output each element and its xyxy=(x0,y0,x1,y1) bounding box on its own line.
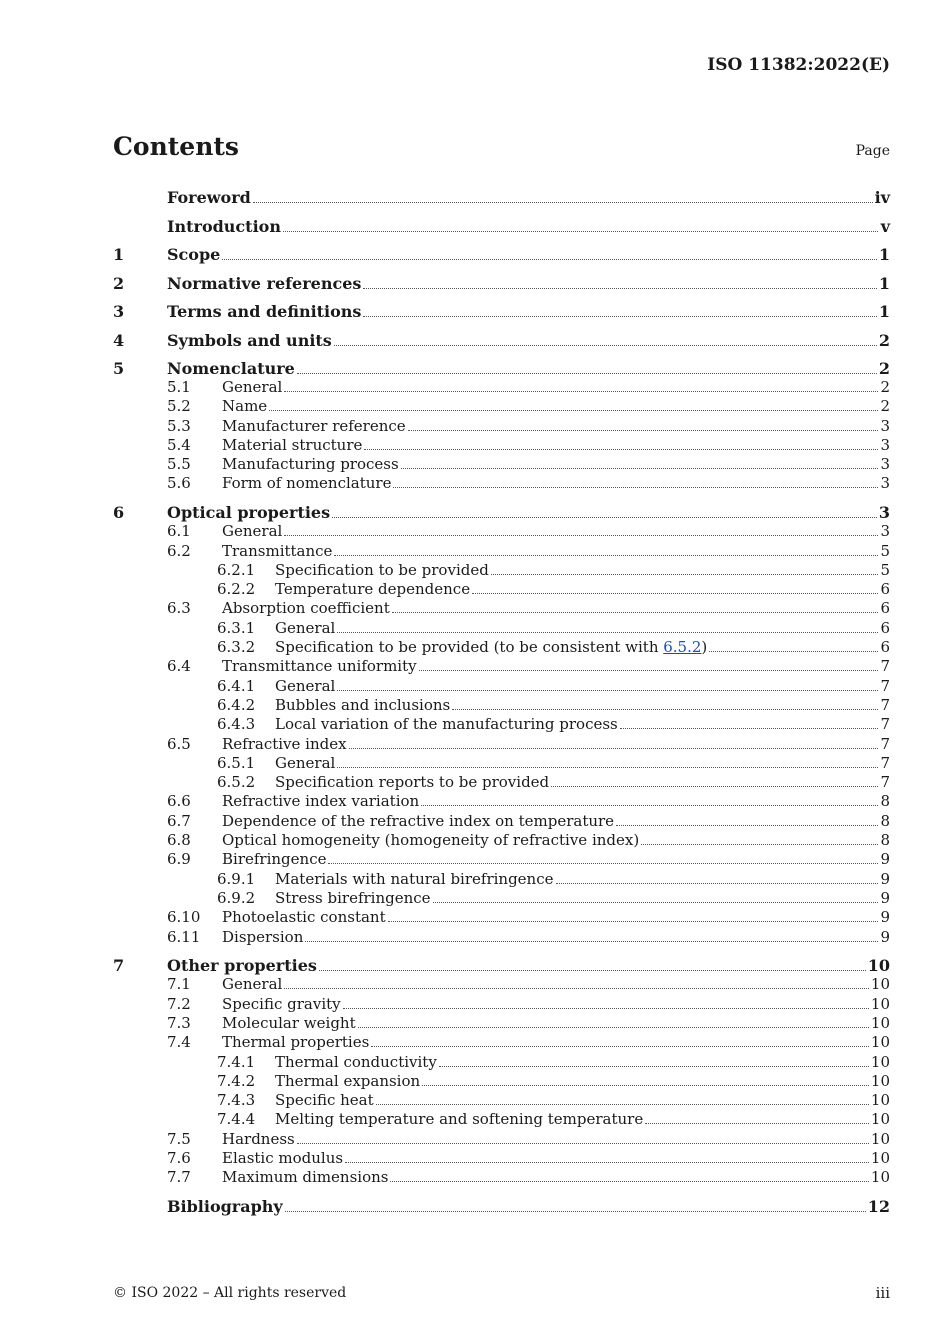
toc-entry[interactable] xyxy=(113,1053,890,1072)
toc-entry-title xyxy=(222,522,282,540)
toc-entry-title-text: Maximum dimensions xyxy=(222,1168,389,1187)
toc-entry-number: 6.9.1 xyxy=(217,869,256,888)
toc-entry-page: 8 xyxy=(880,792,890,811)
toc-entry-title xyxy=(275,889,431,907)
toc-entry[interactable] xyxy=(113,1091,890,1110)
toc-entry-title xyxy=(275,773,549,791)
toc-entry-title-text: Thermal expansion xyxy=(275,1071,421,1090)
toc-entry-page: 10 xyxy=(870,1168,890,1187)
toc-entry-title xyxy=(222,397,267,415)
toc-entry[interactable] xyxy=(113,599,890,618)
toc-entry-number: 6.6 xyxy=(167,792,191,811)
toc-entry[interactable] xyxy=(113,619,890,638)
toc-entry[interactable] xyxy=(113,1110,890,1129)
toc-entry-title-text: Refractive index variation xyxy=(222,792,420,811)
toc-entry-number: 6.3 xyxy=(167,599,191,618)
dot-leader xyxy=(363,316,876,317)
dot-leader xyxy=(297,373,877,374)
toc-entry-number: 7.6 xyxy=(167,1148,191,1167)
toc-entry[interactable] xyxy=(113,561,890,580)
toc-entry-number: 6.3.1 xyxy=(217,618,256,637)
toc-entry-title-text: Local variation of the manufacturing process xyxy=(275,715,618,734)
toc-entry[interactable] xyxy=(113,754,890,773)
toc-entry-title-text: Absorption coefficient xyxy=(222,599,390,618)
toc-entry-page: 7 xyxy=(880,676,890,695)
toc-entry-title-text: General xyxy=(275,753,336,772)
toc-entry-title xyxy=(222,792,419,810)
toc-entry-page: 6 xyxy=(880,638,890,657)
toc-entry[interactable] xyxy=(113,1033,890,1052)
dot-leader xyxy=(305,941,878,942)
toc-entry-number: 7.4.1 xyxy=(217,1052,256,1071)
toc-entry-page: 7 xyxy=(880,695,890,714)
toc-entry-title xyxy=(222,436,362,454)
toc-entry-page: 8 xyxy=(880,811,890,830)
toc-entry[interactable] xyxy=(113,995,890,1014)
toc-entry-page: 9 xyxy=(880,850,890,869)
toc-entry[interactable] xyxy=(113,870,890,889)
toc-entry[interactable] xyxy=(113,1072,890,1091)
toc-entry-title xyxy=(222,1168,388,1186)
dot-leader xyxy=(253,202,873,203)
toc-entry-number: 6.9.2 xyxy=(217,888,256,907)
toc-entry[interactable] xyxy=(113,417,890,436)
dot-leader xyxy=(433,902,878,903)
toc-entry-page: 2 xyxy=(878,330,890,350)
toc-entry-title-text: Refractive index xyxy=(222,734,347,753)
toc-entry-number: 7.1 xyxy=(167,975,191,994)
toc-entry-title xyxy=(167,359,295,378)
copyright-notice: © ISO 2022 – All rights reserved xyxy=(113,1285,347,1301)
dot-leader xyxy=(392,612,878,613)
dot-leader xyxy=(390,1181,868,1182)
cross-reference-link[interactable]: 6.5.2 xyxy=(663,638,702,657)
toc-entry-number: 6.4.1 xyxy=(217,676,256,695)
toc-entry-page: 2 xyxy=(878,359,890,378)
dot-leader xyxy=(551,786,878,787)
toc-entry-number: 6.2.2 xyxy=(217,580,256,599)
toc-entry-title-text: Molecular weight xyxy=(222,1013,356,1032)
toc-entry[interactable] xyxy=(113,350,890,379)
dot-leader xyxy=(337,767,878,768)
toc-entry-title xyxy=(167,274,361,293)
toc-entry[interactable] xyxy=(113,812,890,831)
dot-leader xyxy=(376,1104,869,1105)
toc-entry-page: 10 xyxy=(870,1033,890,1052)
toc-entry-title xyxy=(222,812,614,830)
toc-entry-number: 6 xyxy=(113,503,125,523)
toc-entry-title xyxy=(222,474,391,492)
toc-entry-title-text: General xyxy=(275,676,336,695)
toc-entry-number: 5.3 xyxy=(167,416,191,435)
toc-entry[interactable] xyxy=(113,378,890,397)
toc-entry-title-text: Optical properties xyxy=(167,503,331,523)
toc-entry-title-text: Materials with natural birefringence xyxy=(275,869,554,888)
toc-entry-title-text: Introduction xyxy=(167,216,281,236)
toc-entry-number: 5.6 xyxy=(167,474,191,493)
dot-leader xyxy=(452,709,878,710)
toc-entry-title-text: General xyxy=(222,378,283,396)
toc-entry-title-text: Nomenclature xyxy=(167,359,295,378)
toc-entry-title-suffix: ) xyxy=(701,638,708,657)
toc-entry-title xyxy=(222,1033,369,1051)
toc-entry-title xyxy=(275,1072,420,1090)
toc-entry-title xyxy=(167,188,251,207)
toc-entry-title-text: Photoelastic constant xyxy=(222,908,386,927)
table-of-contents xyxy=(113,185,890,1216)
toc-entry-title xyxy=(167,956,317,975)
dot-leader xyxy=(439,1066,869,1067)
toc-entry-number: 5.2 xyxy=(167,397,191,416)
dot-leader xyxy=(332,517,877,518)
toc-entry[interactable] xyxy=(113,1168,890,1187)
toc-entry-title xyxy=(222,831,639,849)
dot-leader xyxy=(334,555,878,556)
toc-entry-title-text: Manufacturing process xyxy=(222,455,399,474)
toc-entry-title-text: Manufacturer reference xyxy=(222,416,406,435)
toc-entry-title-text: Foreword xyxy=(167,188,251,207)
toc-entry-page: 10 xyxy=(870,975,890,994)
toc-entry-title-text: Name xyxy=(222,397,268,416)
dot-leader xyxy=(334,345,877,346)
dot-leader xyxy=(284,391,878,392)
dot-leader xyxy=(297,1143,869,1144)
dot-leader xyxy=(408,430,878,431)
dot-leader xyxy=(345,1162,869,1163)
toc-entry-title xyxy=(275,1110,643,1128)
toc-entry[interactable] xyxy=(113,1014,890,1033)
dot-leader xyxy=(616,825,878,826)
toc-entry-number: 6.2.1 xyxy=(217,560,256,579)
toc-entry-title xyxy=(222,850,326,868)
toc-entry-page: 7 xyxy=(880,657,890,676)
toc-entry[interactable] xyxy=(113,264,890,293)
toc-entry-number: 7.4.4 xyxy=(217,1110,256,1129)
toc-entry[interactable] xyxy=(113,293,890,322)
dot-leader xyxy=(556,883,879,884)
toc-entry[interactable] xyxy=(113,1130,890,1149)
dot-leader xyxy=(284,988,869,989)
toc-entry[interactable] xyxy=(113,397,890,416)
toc-entry-title xyxy=(222,1149,343,1167)
toc-entry-page: 3 xyxy=(880,455,890,474)
toc-entry-title xyxy=(275,638,707,656)
page-title: Contents xyxy=(113,132,240,161)
toc-entry-title-text: Normative references xyxy=(167,273,362,293)
toc-entry-page: 3 xyxy=(880,416,890,435)
toc-entry[interactable] xyxy=(113,236,890,265)
toc-entry-number: 6.5 xyxy=(167,734,191,753)
dot-leader xyxy=(283,231,878,232)
toc-entry-title-text: Optical homogeneity (homogeneity of refractive index) xyxy=(222,831,640,850)
toc-entry[interactable] xyxy=(113,522,890,541)
dot-leader xyxy=(284,535,878,536)
toc-entry-number: 6.9 xyxy=(167,850,191,869)
toc-entry-title xyxy=(167,217,281,236)
toc-entry-title-text: Birefringence xyxy=(222,850,327,869)
toc-entry-page: 10 xyxy=(870,1052,890,1071)
toc-entry-title-text: Material structure xyxy=(222,435,363,454)
toc-entry-page: 9 xyxy=(880,908,890,927)
toc-entry[interactable] xyxy=(113,542,890,561)
dot-leader xyxy=(709,651,878,652)
toc-entry-title-text: Other properties xyxy=(167,956,317,976)
dot-leader xyxy=(364,449,878,450)
toc-entry[interactable] xyxy=(113,831,890,850)
dot-leader xyxy=(422,1085,869,1086)
toc-entry-number: 6.1 xyxy=(167,522,191,541)
toc-entry-number: 5.5 xyxy=(167,455,191,474)
toc-entry-number: 7.3 xyxy=(167,1013,191,1032)
toc-entry-number: 6.8 xyxy=(167,831,191,850)
toc-entry-number: 6.10 xyxy=(167,908,201,927)
toc-entry-page: 6 xyxy=(880,618,890,637)
toc-entry-page: 3 xyxy=(880,474,890,493)
toc-entry-page: 10 xyxy=(870,1129,890,1148)
dot-leader xyxy=(641,844,878,845)
toc-entry[interactable] xyxy=(113,657,890,676)
toc-entry-title-text: General xyxy=(222,522,283,541)
toc-entry-page: 9 xyxy=(880,888,890,907)
toc-entry[interactable] xyxy=(113,185,890,207)
toc-entry-title xyxy=(275,561,489,579)
toc-entry-title xyxy=(222,908,386,926)
toc-entry-title-text: Thermal conductivity xyxy=(275,1052,437,1071)
toc-entry-page: 6 xyxy=(880,599,890,618)
toc-entry[interactable] xyxy=(113,715,890,734)
toc-entry-page: 3 xyxy=(880,522,890,541)
toc-entry[interactable] xyxy=(113,677,890,696)
toc-entry[interactable] xyxy=(113,1188,890,1217)
toc-entry-title-text: Symbols and units xyxy=(167,330,332,350)
dot-leader xyxy=(285,1211,866,1212)
toc-entry[interactable] xyxy=(113,580,890,599)
dot-leader xyxy=(371,1046,869,1047)
toc-entry-page: 1 xyxy=(878,273,890,293)
toc-entry-page: 12 xyxy=(867,1197,890,1217)
toc-entry-page: 8 xyxy=(880,831,890,850)
toc-entry-title-text: Hardness xyxy=(222,1129,295,1148)
toc-entry[interactable] xyxy=(113,735,890,754)
toc-entry-title xyxy=(222,378,282,396)
toc-entry-title xyxy=(167,302,361,321)
toc-entry-page: 7 xyxy=(880,773,890,792)
toc-entry[interactable] xyxy=(113,474,890,493)
toc-entry-title xyxy=(275,677,335,695)
toc-entry-title-text: Melting temperature and softening temperature xyxy=(275,1110,644,1129)
toc-entry-title xyxy=(275,696,450,714)
toc-entry-page: 5 xyxy=(880,541,890,560)
toc-entry-title xyxy=(222,735,347,753)
toc-entry-page: 10 xyxy=(870,994,890,1013)
dot-leader xyxy=(328,863,878,864)
toc-entry-title-text: Thermal properties xyxy=(222,1033,370,1052)
toc-entry-title-text: Dispersion xyxy=(222,927,304,946)
toc-entry-number: 7.2 xyxy=(167,994,191,1013)
toc-entry-title xyxy=(167,245,220,264)
page-number: iii xyxy=(875,1284,890,1302)
toc-entry-page: 3 xyxy=(880,435,890,454)
dot-leader xyxy=(419,670,878,671)
toc-entry-title-text: Terms and definitions xyxy=(167,302,362,321)
toc-entry-title-text: Bubbles and inclusions xyxy=(275,695,451,714)
dot-leader xyxy=(472,593,878,594)
toc-entry-title xyxy=(167,1197,283,1216)
dot-leader xyxy=(337,690,878,691)
toc-entry-title xyxy=(222,455,399,473)
toc-entry[interactable] xyxy=(113,638,890,657)
toc-entry-number: 6.7 xyxy=(167,811,191,830)
toc-entry-title xyxy=(222,928,303,946)
toc-entry-number: 7.4 xyxy=(167,1033,191,1052)
toc-entry-title xyxy=(222,1014,356,1032)
toc-entry-title xyxy=(222,599,390,617)
toc-entry-page: 5 xyxy=(880,560,890,579)
toc-entry-page: 10 xyxy=(870,1013,890,1032)
toc-entry-number: 6.5.1 xyxy=(217,753,256,772)
toc-entry-number: 6.4.2 xyxy=(217,695,256,714)
toc-entry[interactable] xyxy=(113,908,890,927)
toc-entry-page: 10 xyxy=(870,1110,890,1129)
toc-entry[interactable] xyxy=(113,455,890,474)
toc-entry-title xyxy=(275,619,335,637)
toc-entry-title-text: Stress birefringence xyxy=(275,888,431,907)
dot-leader xyxy=(358,1027,869,1028)
toc-entry-title-text: Elastic modulus xyxy=(222,1148,344,1167)
toc-entry-number: 7.4.3 xyxy=(217,1091,256,1110)
toc-entry-title xyxy=(275,754,335,772)
toc-entry[interactable] xyxy=(113,494,890,523)
toc-entry-title xyxy=(275,1053,437,1071)
toc-entry[interactable] xyxy=(113,928,890,947)
toc-entry-page: 3 xyxy=(878,503,890,523)
toc-entry-title-text: Specification reports to be provided xyxy=(275,773,550,792)
toc-entry-page: 9 xyxy=(880,869,890,888)
dot-leader xyxy=(349,748,878,749)
toc-entry-page: 1 xyxy=(878,245,890,264)
toc-entry-number: 4 xyxy=(113,330,125,350)
toc-entry-number: 5 xyxy=(113,359,125,378)
toc-entry-title xyxy=(222,975,282,993)
toc-entry-title-text: Specification to be provided (to be consistent with xyxy=(275,638,664,657)
toc-entry-title-text: Specification to be provided xyxy=(275,560,489,579)
toc-entry-page: 10 xyxy=(870,1091,890,1110)
dot-leader xyxy=(421,805,878,806)
toc-entry-title-text: Transmittance xyxy=(222,541,333,560)
toc-entry-title xyxy=(222,657,417,675)
dot-leader xyxy=(645,1123,869,1124)
toc-entry-number: 6.2 xyxy=(167,541,191,560)
toc-entry-title xyxy=(275,715,618,733)
toc-entry[interactable] xyxy=(113,696,890,715)
toc-entry[interactable] xyxy=(113,889,890,908)
toc-entry[interactable] xyxy=(113,947,890,976)
toc-entry-title-text: Scope xyxy=(167,245,221,264)
toc-entry-title xyxy=(222,995,341,1013)
toc-entry-number: 2 xyxy=(113,273,125,293)
toc-entry-title-text: General xyxy=(275,618,336,637)
toc-entry[interactable] xyxy=(113,792,890,811)
toc-entry-title-text: Temperature dependence xyxy=(275,580,471,599)
toc-entry-title xyxy=(275,1091,374,1109)
toc-entry-page: 2 xyxy=(880,397,890,416)
toc-entry-number: 5.4 xyxy=(167,435,191,454)
toc-entry-number: 1 xyxy=(113,245,125,264)
toc-entry-page: 10 xyxy=(867,956,890,976)
dot-leader xyxy=(363,288,876,289)
page-column-label: Page xyxy=(855,143,890,159)
toc-entry-number: 6.3.2 xyxy=(217,638,256,657)
toc-entry-page: 1 xyxy=(878,302,890,321)
toc-entry-number: 7.5 xyxy=(167,1129,191,1148)
toc-entry-title xyxy=(222,542,332,560)
toc-entry-page: iv xyxy=(874,188,890,207)
toc-entry-page: 6 xyxy=(880,580,890,599)
dot-leader xyxy=(222,259,877,260)
toc-entry-number: 6.4.3 xyxy=(217,715,256,734)
toc-entry-title xyxy=(222,1130,295,1148)
toc-entry-page: 10 xyxy=(870,1071,890,1090)
toc-entry-title xyxy=(275,580,470,598)
toc-entry-page: 7 xyxy=(880,715,890,734)
toc-entry-page: v xyxy=(880,216,890,236)
dot-leader xyxy=(401,468,878,469)
toc-entry-number: 7.4.2 xyxy=(217,1071,256,1090)
toc-entry-title-text: Specific gravity xyxy=(222,994,341,1013)
toc-entry[interactable] xyxy=(113,1149,890,1168)
document-id: ISO 11382:2022(E) xyxy=(707,55,890,75)
dot-leader xyxy=(319,970,866,971)
dot-leader xyxy=(269,410,878,411)
toc-entry-page: 7 xyxy=(880,753,890,772)
dot-leader xyxy=(620,728,878,729)
toc-entry[interactable] xyxy=(113,207,890,236)
toc-entry-title-text: General xyxy=(222,975,283,994)
toc-entry-number: 6.5.2 xyxy=(217,773,256,792)
toc-entry-title-text: Transmittance uniformity xyxy=(222,657,417,676)
toc-entry-page: 2 xyxy=(880,378,890,396)
toc-entry-title xyxy=(167,503,330,522)
dot-leader xyxy=(393,487,878,488)
toc-entry-page: 9 xyxy=(880,927,890,946)
dot-leader xyxy=(491,574,878,575)
toc-entry[interactable] xyxy=(113,773,890,792)
toc-entry[interactable] xyxy=(113,321,890,350)
toc-entry-page: 10 xyxy=(870,1148,890,1167)
dot-leader xyxy=(388,921,878,922)
toc-entry-title-text: Bibliography xyxy=(167,1197,283,1217)
toc-entry[interactable] xyxy=(113,850,890,869)
toc-entry-title-text: Form of nomenclature xyxy=(222,474,392,493)
toc-entry-number: 7 xyxy=(113,956,125,976)
toc-entry-number: 6.11 xyxy=(167,927,201,946)
toc-entry-number: 3 xyxy=(113,302,125,321)
dot-leader xyxy=(343,1008,869,1009)
toc-entry-number: 5.1 xyxy=(167,378,191,396)
toc-entry-title xyxy=(167,331,332,350)
toc-entry-title-text: Specific heat xyxy=(275,1091,374,1110)
toc-entry-title xyxy=(222,417,406,435)
toc-entry[interactable] xyxy=(113,436,890,455)
toc-entry-number: 7.7 xyxy=(167,1168,191,1187)
toc-entry[interactable] xyxy=(113,975,890,994)
toc-entry-title-text: Dependence of the refractive index on temperature xyxy=(222,811,615,830)
dot-leader xyxy=(337,632,878,633)
toc-entry-title xyxy=(275,870,554,888)
toc-entry-page: 7 xyxy=(880,734,890,753)
toc-entry-number: 6.4 xyxy=(167,657,191,676)
